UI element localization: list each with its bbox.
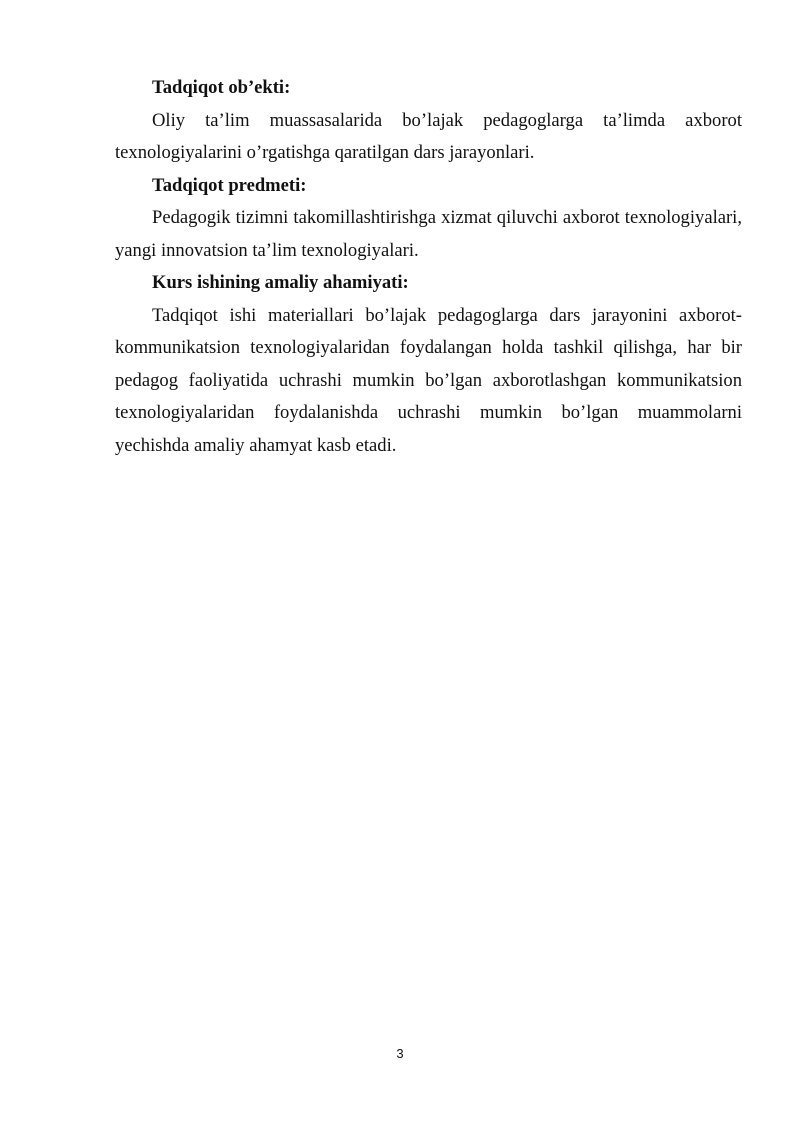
page-number: 3: [396, 1046, 404, 1061]
section-text-research-subject: Pedagogik tizimni takomillashtirishga xizmat qiluvchi axborot texnologiyalari, yangi innovatsion ta’lim texnologiyalari.: [115, 207, 742, 261]
section-heading-research-object: Tadqiqot ob’ekti:: [152, 77, 291, 98]
page-content: [115, 72, 742, 462]
section-text-research-object: Oliy ta’lim muassasalarida bo’lajak pedagoglarga ta’limda axborot texnologiyalarini o’rgatishga qaratilgan dars jarayonlari.: [115, 109, 742, 163]
section-heading-research-subject: Tadqiqot predmeti:: [152, 174, 307, 196]
section-heading-practical-significance: Kurs ishining amaliy ahamiyati:: [152, 272, 409, 293]
section-text-practical-significance: Tadqiqot ishi materiallari bo’lajak pedagoglarga dars jarayonini axborot-kommunikatsion texnologiyalaridan foydalangan holda tashkil qilishga, har bir pedagog faoliyatida uchrashi mumkin bo’lgan axborotlashgan kommunikatsion texnologiyalaridan foydalanishda uchrashi mumkin bo’lgan muammolarni yechishda amaliy ahamyat kasb etadi.: [115, 304, 742, 456]
